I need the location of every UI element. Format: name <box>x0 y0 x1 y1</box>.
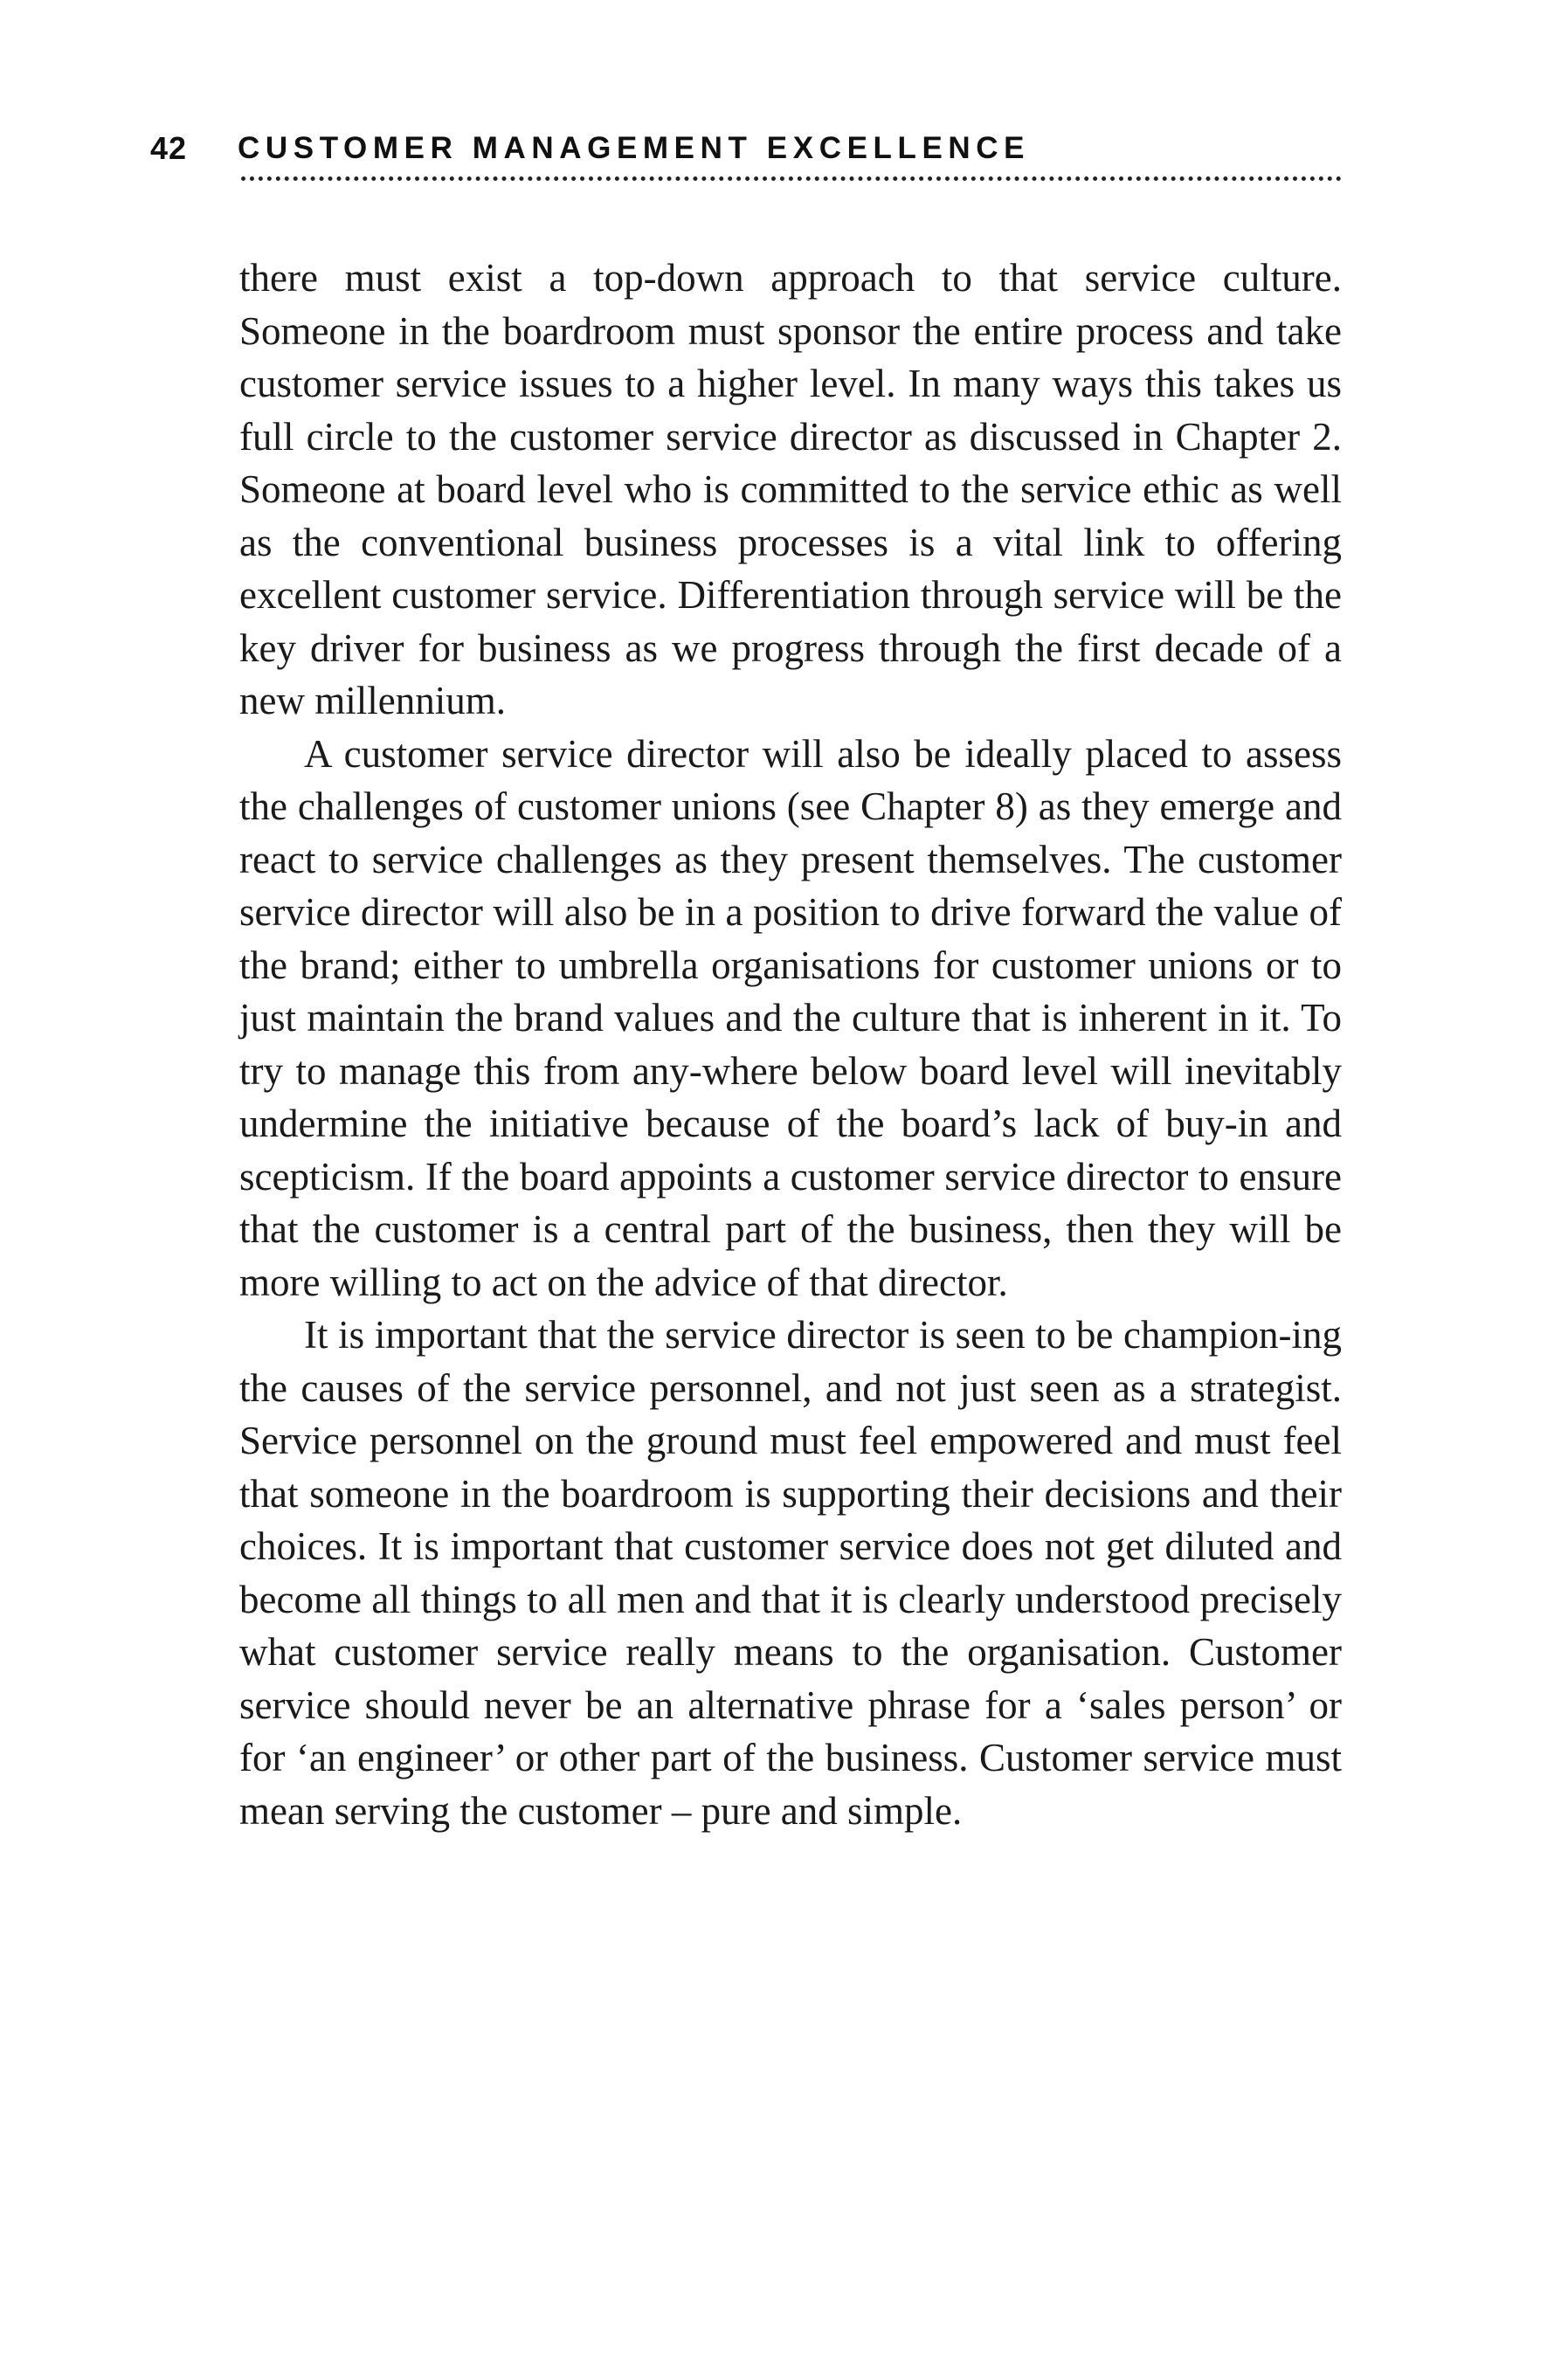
paragraph: A customer service director will also be ideally placed to assess the challenges of customer unions (see Chapter 8) as they emerge and react to service challenges as they present themselves. The customer service director will also be in a position to drive forward the value of the brand; either to umbrella organisations for customer unions or to just maintain the brand values and the culture that is inherent in it. To try to manage this from any-where below board level will inevitably undermine the initiative because of the board’s lack of buy-in and scepticism. If the board appoints a customer service director to ensure that the customer is a central part of the business, then they will be more willing to act on the advice of that director. <box>239 731 1342 1304</box>
running-header <box>150 129 1338 173</box>
paragraph: It is important that the service director is seen to be champion-ing the causes of the service personnel, and not just seen as a strategist. Service personnel on the ground must feel empowered and must feel that someone in the boardroom is supporting their decisions and their choices. It is important that customer service does not get diluted and become all things to all men and that it is clearly understood precisely what customer service really means to the organisation. Customer service should never be an alternative phrase for a ‘sales person’ or for ‘an engineer’ or other part of the business. Customer service must mean serving the customer – pure and simple. <box>239 1313 1342 1833</box>
page-number: 42 <box>150 130 188 166</box>
paragraph: there must exist a top-down approach to that service culture. Someone in the boardroom must sponsor the entire process and take customer service issues to a higher level. In many ways this takes us full circle to the customer service director as discussed in Chapter 2. Someone at board level who is committed to the service ethic as well as the conventional business processes is a vital link to offering excellent customer service. Differentiation through service will be the key driver for business as we progress through the first decade of a new millennium. <box>239 256 1342 722</box>
dotted-rule <box>241 176 1342 181</box>
body-text <box>239 252 1342 1837</box>
running-title: CUSTOMER MANAGEMENT EXCELLENCE <box>238 131 1031 165</box>
